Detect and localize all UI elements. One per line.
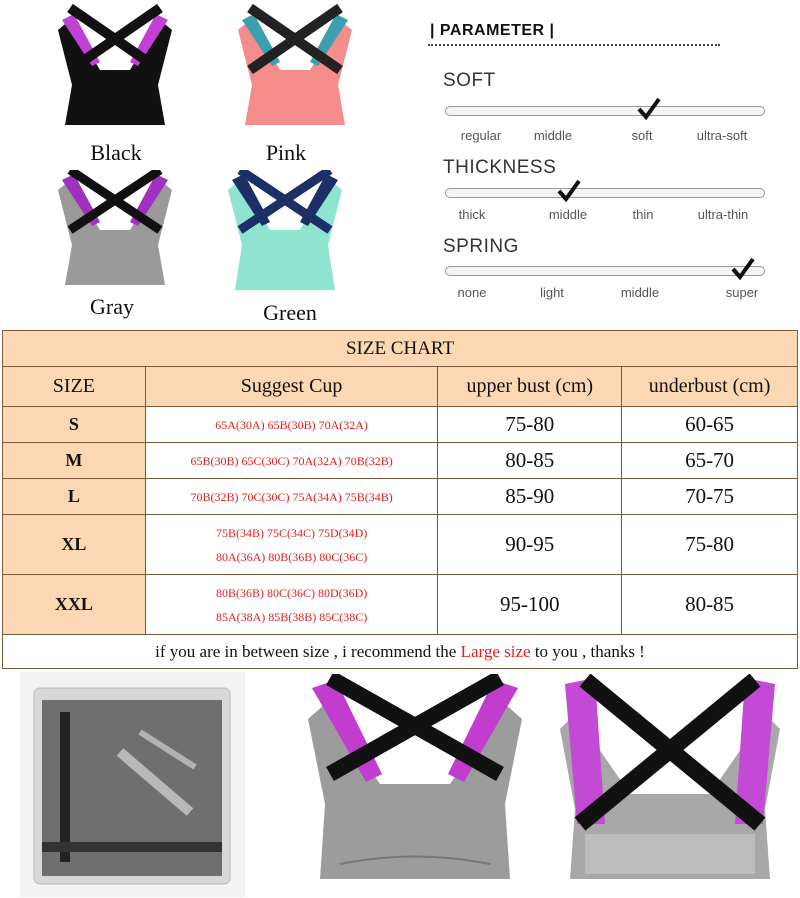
parameter-thickness-option: ultra-thin (697, 207, 749, 222)
checkmark-icon (730, 256, 756, 282)
column-header: underbust (cm) (622, 367, 798, 407)
cup-line: 65A(30A) 65B(30B) 70A(32A) (215, 417, 368, 432)
cup-line: 80A(36A) 80B(36B) 80C(36C) (215, 549, 368, 564)
size-cell: XXL (3, 575, 146, 635)
upper-bust-cell: 95-100 (438, 575, 622, 635)
size-cell: S (3, 407, 146, 443)
parameter-soft-option: regular (460, 128, 502, 143)
checkmark-icon (636, 96, 662, 122)
parameter-spring-option: middle (620, 285, 660, 300)
parameter-soft-option: soft (631, 128, 653, 143)
table-row (3, 443, 798, 479)
cup-line: 85A(38A) 85B(38B) 85C(38C) (215, 609, 368, 624)
parameter-divider (428, 44, 720, 46)
checkmark-icon (556, 178, 582, 204)
parameter-spring-option: super (725, 285, 759, 300)
parameter-thickness-name: THICKNESS (443, 157, 557, 178)
cup-line: 70B(32B) 70C(30C) 75A(34A) 75B(34B) (190, 489, 393, 504)
parameter-soft-name: SOFT (443, 70, 496, 91)
cup-cell (145, 479, 438, 515)
cup-line: 65B(30B) 65C(30C) 70A(32A) 70B(32B) (190, 453, 393, 468)
packaged-product-image (20, 672, 245, 897)
product-gray-image (40, 170, 190, 300)
cup-cell (145, 575, 438, 635)
table-row (3, 479, 798, 515)
cup-cell (145, 515, 438, 575)
size-chart-table (2, 330, 798, 669)
upper-bust-cell: 90-95 (438, 515, 622, 575)
column-header: Suggest Cup (145, 367, 438, 407)
size-note (3, 635, 798, 669)
product-back-image (545, 674, 795, 896)
color-label-gray: Gray (90, 294, 134, 319)
size-cell: L (3, 479, 146, 515)
product-green-image (210, 170, 360, 305)
underbust-cell: 80-85 (622, 575, 798, 635)
parameter-thickness-track (445, 188, 765, 198)
parameter-soft-option: ultra-soft (696, 128, 748, 143)
size-cell: M (3, 443, 146, 479)
underbust-cell: 60-65 (622, 407, 798, 443)
product-black-image (40, 0, 190, 140)
upper-bust-cell: 85-90 (438, 479, 622, 515)
column-header: SIZE (3, 367, 146, 407)
underbust-cell: 65-70 (622, 443, 798, 479)
cup-cell (145, 443, 438, 479)
column-header: upper bust (cm) (438, 367, 622, 407)
underbust-cell: 70-75 (622, 479, 798, 515)
parameter-title: | PARAMETER | (430, 22, 555, 39)
upper-bust-cell: 75-80 (438, 407, 622, 443)
parameter-spring-track (445, 266, 765, 276)
size-note-before: if you are in between size , i recommend the (155, 641, 461, 661)
color-label-black: Black (90, 140, 142, 165)
parameter-thickness-option: thick (458, 207, 486, 222)
underbust-cell: 75-80 (622, 515, 798, 575)
table-row (3, 515, 798, 575)
cup-cell (145, 407, 438, 443)
size-note-highlight: Large size (460, 641, 531, 661)
parameter-spring-option: light (540, 285, 564, 300)
size-note-after: to you , thanks ! (530, 641, 645, 661)
product-pink-image (220, 0, 370, 140)
table-row (3, 575, 798, 635)
size-chart-title: SIZE CHART (3, 331, 798, 367)
cup-line: 75B(34B) 75C(34C) 75D(34D) (215, 525, 368, 540)
color-label-green: Green (263, 300, 317, 325)
parameter-thickness-option: thin (632, 207, 654, 222)
table-row (3, 407, 798, 443)
upper-bust-cell: 80-85 (438, 443, 622, 479)
parameter-thickness-option: middle (548, 207, 588, 222)
cup-line: 80B(36B) 80C(36C) 80D(36D) (215, 585, 368, 600)
parameter-spring-option: none (457, 285, 487, 300)
parameter-soft-option: middle (533, 128, 573, 143)
product-front-image (290, 674, 540, 896)
parameter-soft-track (445, 106, 765, 116)
size-cell: XL (3, 515, 146, 575)
parameter-spring-name: SPRING (443, 236, 519, 257)
color-label-pink: Pink (265, 140, 307, 165)
